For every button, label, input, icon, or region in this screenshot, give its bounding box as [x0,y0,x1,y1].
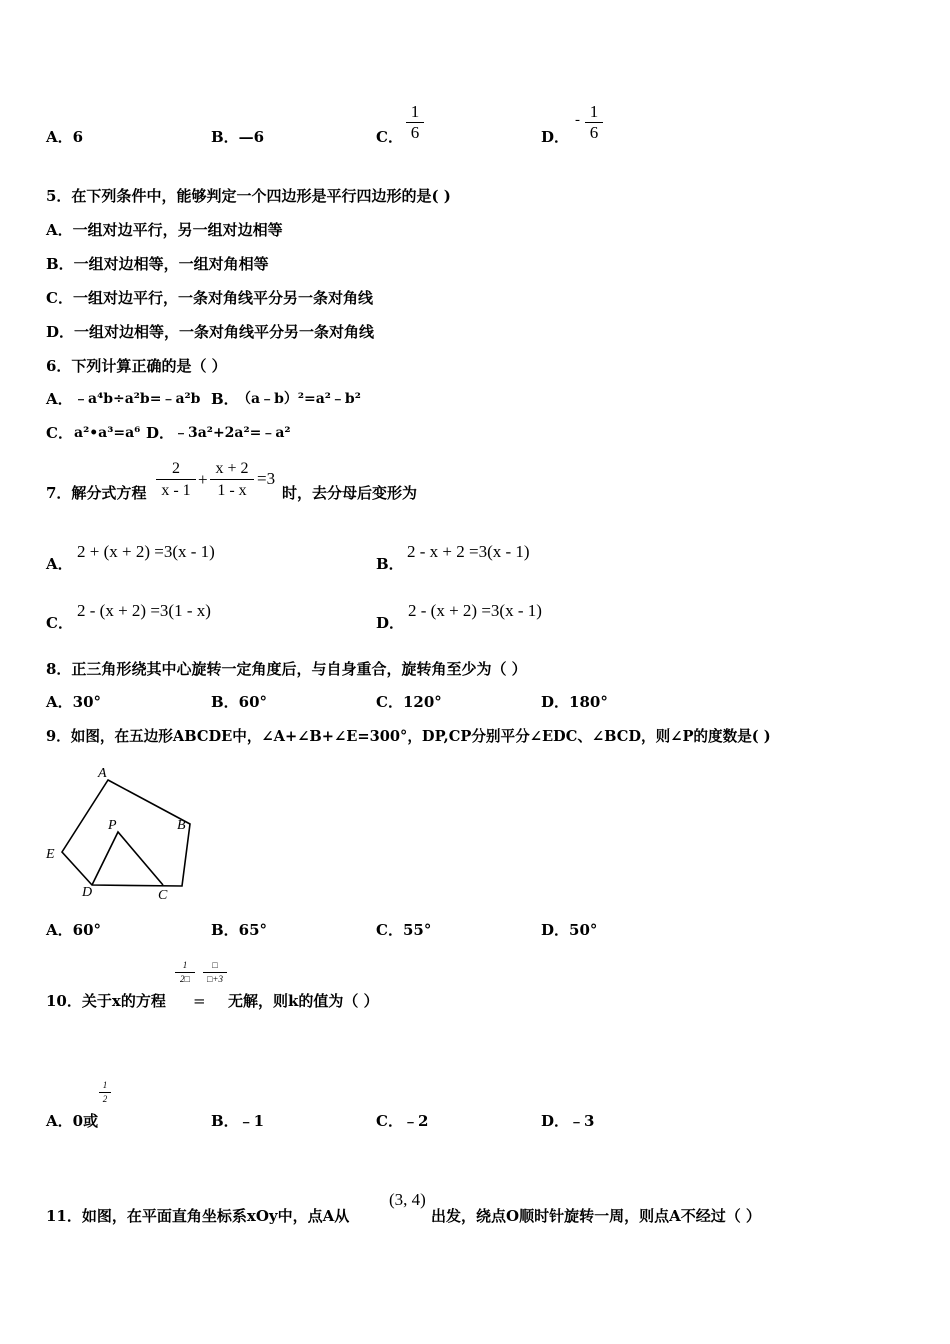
q7-option-c-label: C． [46,614,73,632]
q9-option-c: C．55° [376,921,432,939]
q7-option-d-label: D． [376,614,405,632]
q4-d-sign: - [575,112,580,128]
q5-option-d: D．一组对边相等，一条对角线平分另一条对角线 [46,323,375,341]
q10-stem-suffix: 无解，则k的值为（ ） [228,992,379,1010]
q9-pentagon-figure [40,762,200,907]
q4-option-c-label: C． [376,128,403,146]
q4-option-a: A．6 [46,128,84,146]
q4-option-d-label: D． [541,128,570,146]
vertex-label-a: A [98,766,107,781]
q6-option-b-expr: （a﹣b）²=a²﹣b² [237,391,361,407]
q8-option-d: D．180° [541,693,608,711]
q6-option-d-expr: ﹣3a²+2a²=﹣a² [174,425,291,441]
q10-stem-prefix: 10．关于x的方程 [46,992,166,1010]
q9-option-b: B．65° [211,921,268,939]
q7-option-b-label: B． [376,555,404,573]
pentagon-abcde [62,780,190,886]
q10-option-a-fraction [99,1079,111,1106]
q6-option-a-expr: ﹣a⁴b÷a²b=﹣a²b [74,391,201,407]
vertex-label-e: E [46,847,55,862]
q9-option-a: A．60° [46,921,102,939]
q10-option-d: D．﹣3 [541,1112,595,1130]
q8-stem: 8．正三角形绕其中心旋转一定角度后，与自身重合，旋转角至少为（ ） [46,660,527,678]
q10-fraction-2 [203,959,227,986]
q4-c-denominator: 6 [406,122,424,143]
q8-option-c: C．120° [376,693,442,711]
vertex-label-d: D [82,885,93,900]
q10-frac1-denominator: 2□ [175,972,195,986]
q7-frac1-numerator: 2 [172,460,180,477]
q5-option-a: A．一组对边平行，另一组对边相等 [46,221,283,239]
q7-option-a-expr: 2 + (x + 2) =3(x - 1) [77,542,215,561]
q7-frac1-denominator: x - 1 [156,479,196,501]
q4-d-numerator: 1 [589,102,599,121]
q7-plus: + [198,470,208,489]
q5-stem: 5．在下列条件中，能够判定一个四边形是平行四边形的是( ) [46,187,451,205]
q6-option-b-label: B． [211,390,239,408]
q6-option-c-label: C． [46,424,73,442]
q11-point-a-coordinates: (3, 4) [389,1190,426,1209]
q4-option-b: B．—6 [211,128,265,146]
q7-frac2-numerator: x + 2 [215,460,249,477]
q7-option-c-expr: 2 - (x + 2) =3(1 - x) [77,601,211,620]
q11-stem-prefix: 11．如图，在平面直角坐标系xOy中，点A从 [46,1207,350,1225]
q7-stem-prefix: 7．解分式方程 [46,484,147,502]
q7-option-a-label: A． [46,555,73,573]
q10-option-c: C．﹣2 [376,1112,429,1130]
q6-stem: 6．下列计算正确的是（ ） [46,357,227,375]
q5-option-b: B．一组对边相等，一组对角相等 [46,255,269,273]
q10-frac2-numerator: □ [212,960,218,970]
q9-option-d: D．50° [541,921,598,939]
vertex-label-b: B [177,818,186,833]
q10-a-numerator: 1 [102,1080,108,1090]
q4-d-denominator: 6 [585,122,603,143]
q4-option-d-fraction [585,102,603,143]
q7-option-d-expr: 2 - (x + 2) =3(x - 1) [408,601,542,620]
q10-a-denominator: 2 [99,1092,111,1106]
q6-option-d-label: D． [146,424,175,442]
q10-option-b: B．﹣1 [211,1112,265,1130]
q10-option-a-label: A．0或 [46,1112,99,1130]
q10-fraction-1 [175,959,195,986]
q4-c-numerator: 1 [410,102,420,121]
q7-frac2-denominator: 1 - x [210,479,254,501]
q7-fraction-1 [156,458,196,501]
q7-stem-suffix: 时，去分母后变形为 [282,484,418,502]
q8-option-a: A．30° [46,693,102,711]
q7-fraction-2 [210,458,254,501]
vertex-label-p: P [108,818,117,833]
q8-option-b: B．60° [211,693,268,711]
angle-bisectors-dp-cp [92,832,163,885]
q7-rhs: =3 [257,469,276,488]
q7-option-b-expr: 2 - x + 2 =3(x - 1) [407,542,530,561]
q11-stem-suffix: 出发，绕点O顺时针旋转一周，则点A不经过（ ） [431,1207,761,1225]
q10-equals: = [193,992,206,1010]
q6-option-a-label: A． [46,390,73,408]
q5-option-c: C．一组对边平行，一条对角线平分另一条对角线 [46,289,373,307]
q9-stem: 9．如图，在五边形ABCDE中，∠A+∠B+∠E=300°，DP,CP分别平分∠EDC、∠BCD，则∠P的度数是( ) [46,728,771,745]
q10-frac2-denominator: □+3 [203,972,227,986]
q10-frac1-numerator: 1 [182,960,188,970]
q4-option-c-fraction [406,102,424,143]
q6-option-c-expr: a²•a³=a⁶ [74,425,141,441]
vertex-label-c: C [158,888,168,903]
